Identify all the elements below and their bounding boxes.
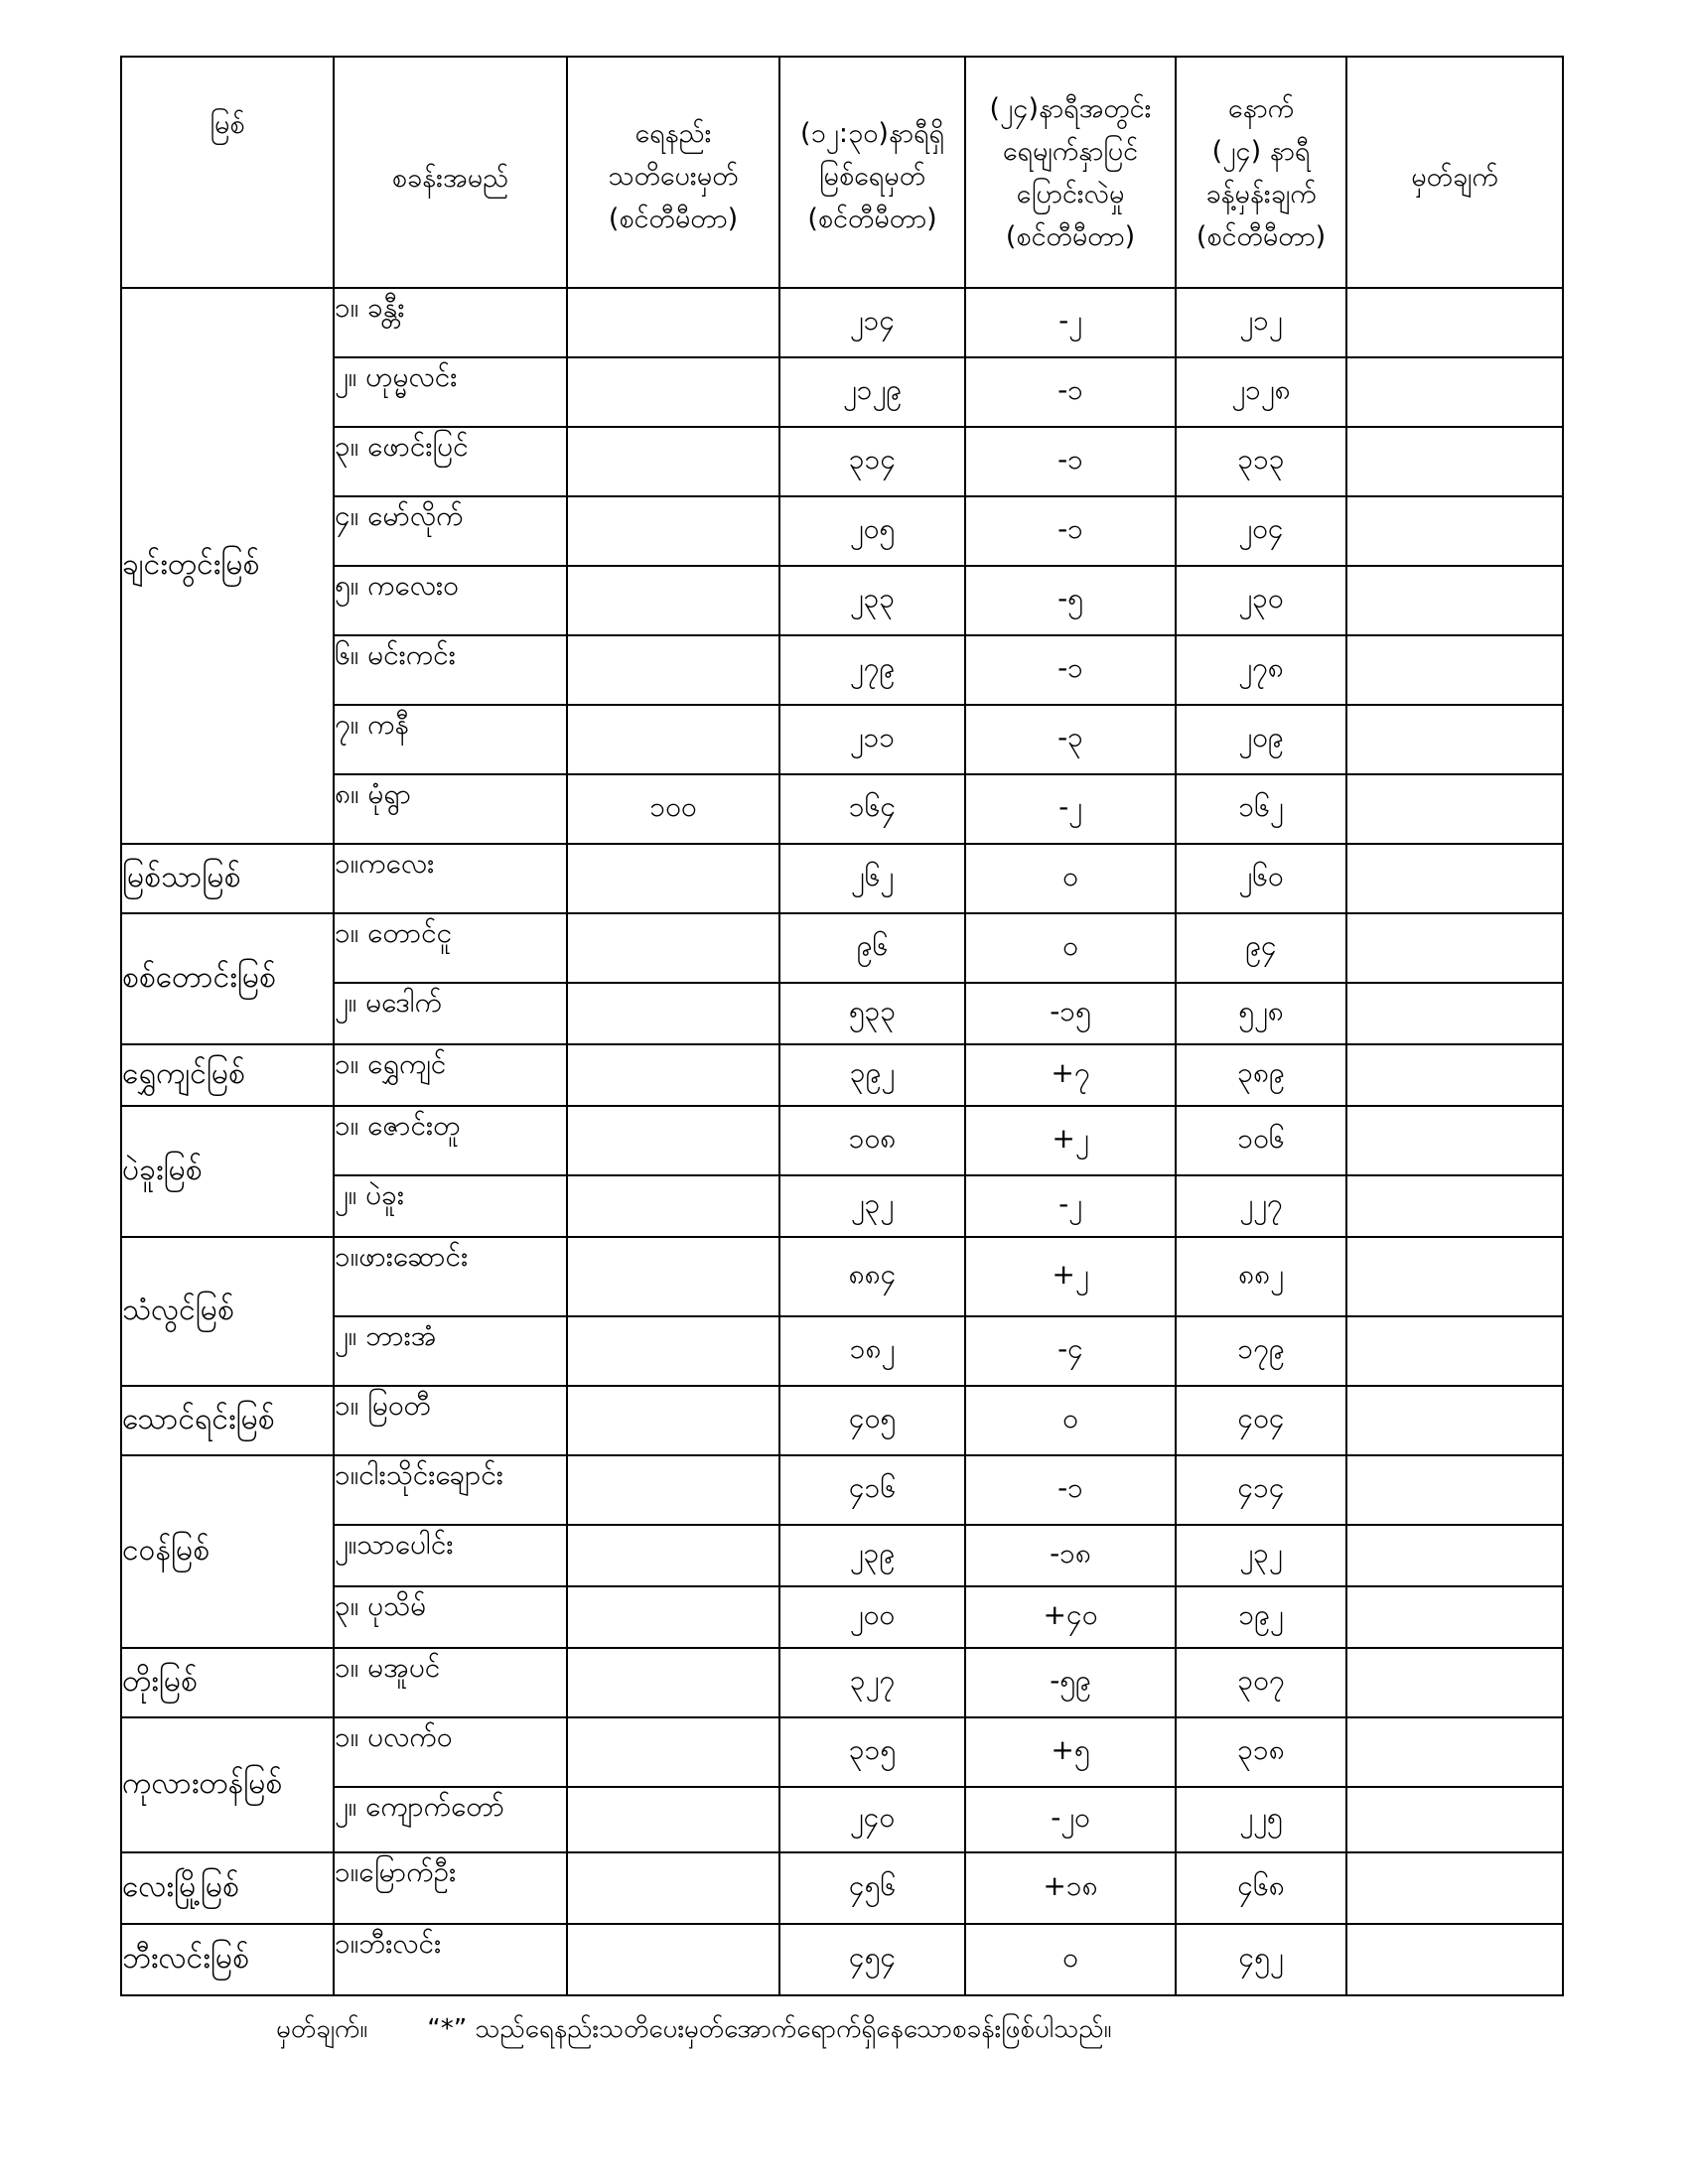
- change-value: -၅: [965, 566, 1176, 635]
- forecast-value: ၂၂၇: [1176, 1175, 1346, 1237]
- station-name: ၁။ မအူပင်: [334, 1648, 567, 1717]
- remark-value: [1346, 1044, 1563, 1106]
- station-name: ၁။ဘီးလင်း: [334, 1924, 567, 1995]
- warning-level-value: [567, 1316, 779, 1386]
- remark-value: [1346, 566, 1563, 635]
- river-name: ချင်းတွင်းမြစ်: [121, 288, 334, 844]
- table-row: [121, 705, 1563, 774]
- station-name: ၂။ မဒေါက်: [334, 983, 567, 1044]
- table-row: [121, 1586, 1563, 1648]
- remark-value: [1346, 1175, 1563, 1237]
- river-name: ဘီးလင်းမြစ်: [121, 1924, 334, 1995]
- water-level-value: ၂၃၃: [779, 566, 965, 635]
- station-name: ၅။ ကလေးဝ: [334, 566, 567, 635]
- remark-value: [1346, 1648, 1563, 1717]
- warning-level-value: [567, 1586, 779, 1648]
- water-level-value: ၃၁၅: [779, 1717, 965, 1787]
- change-value: +၄၀: [965, 1586, 1176, 1648]
- remark-value: [1346, 1455, 1563, 1525]
- station-name: ၂။ ပဲခူး: [334, 1175, 567, 1237]
- warning-level-value: [567, 1044, 779, 1106]
- water-level-value: ၂၀၀: [779, 1586, 965, 1648]
- warning-level-value: [567, 1175, 779, 1237]
- change-value: -၁: [965, 635, 1176, 705]
- change-value: +၇: [965, 1044, 1176, 1106]
- station-name: ၁။ဖားဆောင်း: [334, 1237, 567, 1316]
- table-row: [121, 844, 1563, 913]
- river-name: ရွှေကျင်မြစ်: [121, 1044, 334, 1106]
- forecast-value: ၃၈၉: [1176, 1044, 1346, 1106]
- change-value: -၁: [965, 357, 1176, 427]
- water-level-value: ၂၁၁: [779, 705, 965, 774]
- water-level-value: ၁၈၂: [779, 1316, 965, 1386]
- warning-level-value: [567, 1787, 779, 1852]
- forecast-value: ၂၂၅: [1176, 1787, 1346, 1852]
- change-value: -၃: [965, 705, 1176, 774]
- river-name: လေးမြို့မြစ်: [121, 1852, 334, 1924]
- water-level-value: ၂၃၉: [779, 1525, 965, 1586]
- station-name: ၂။သာပေါင်း: [334, 1525, 567, 1586]
- change-value: -၂၀: [965, 1787, 1176, 1852]
- table-row: [121, 1924, 1563, 1995]
- station-name: ၇။ ကနီ: [334, 705, 567, 774]
- station-name: ၁။ငါးသိုင်းချောင်း: [334, 1455, 567, 1525]
- remark-value: [1346, 1787, 1563, 1852]
- station-name: ၁။ကလေး: [334, 844, 567, 913]
- header-remark: မှတ်ချက်: [1346, 57, 1563, 288]
- water-level-value: ၃၉၂: [779, 1044, 965, 1106]
- forecast-value: ၃၁၃: [1176, 427, 1346, 496]
- water-level-value: ၂၃၂: [779, 1175, 965, 1237]
- table-row: [121, 496, 1563, 566]
- warning-level-value: [567, 1525, 779, 1586]
- station-name: ၄။ မော်လိုက်: [334, 496, 567, 566]
- header-warning-level: ရေနည်း သတိပေးမှတ် (စင်တီမီတာ): [567, 57, 779, 288]
- warning-level-value: [567, 1386, 779, 1455]
- forecast-value: ၃၁၈: [1176, 1717, 1346, 1787]
- table-row: [121, 983, 1563, 1044]
- forecast-value: ၉၄: [1176, 913, 1346, 983]
- remark-value: [1346, 1106, 1563, 1175]
- document-page: [120, 56, 1564, 1996]
- river-name: ငဝန်မြစ်: [121, 1455, 334, 1648]
- remark-value: [1346, 427, 1563, 496]
- header-station: စခန်းအမည်: [334, 57, 567, 288]
- forecast-value: ၂၃၂: [1176, 1525, 1346, 1586]
- station-name: ၃။ ဖောင်းပြင်: [334, 427, 567, 496]
- remark-value: [1346, 1924, 1563, 1995]
- footnote: [276, 2011, 1111, 2050]
- station-name: ၂။ ဟုမ္မလင်း: [334, 357, 567, 427]
- forecast-value: ၁၉၂: [1176, 1586, 1346, 1648]
- table-row: [121, 635, 1563, 705]
- warning-level-value: [567, 1455, 779, 1525]
- footnote-text: “*” သည်ရေနည်းသတိပေးမှတ်အောက်ရောက်ရှိနေသောစခန်းဖြစ်ပါသည်။: [427, 2014, 1112, 2044]
- station-name: ၁။မြောက်ဦး: [334, 1852, 567, 1924]
- water-level-value: ၃၁၄: [779, 427, 965, 496]
- table-row: [121, 1525, 1563, 1586]
- warning-level-value: ၁၀၀: [567, 774, 779, 844]
- station-name: ၁။ ခန္တီး: [334, 288, 567, 357]
- water-level-value: ၂၆၂: [779, 844, 965, 913]
- water-level-value: ၄၅၆: [779, 1852, 965, 1924]
- water-level-value: ၄၅၄: [779, 1924, 965, 1995]
- water-level-value: ၃၂၇: [779, 1648, 965, 1717]
- remark-value: [1346, 1852, 1563, 1924]
- remark-value: [1346, 1717, 1563, 1787]
- forecast-value: ၃၀၇: [1176, 1648, 1346, 1717]
- forecast-value: ၈၈၂: [1176, 1237, 1346, 1316]
- river-name: မြစ်သာမြစ်: [121, 844, 334, 913]
- table-row: [121, 1106, 1563, 1175]
- forecast-value: ၂၇၈: [1176, 635, 1346, 705]
- forecast-value: ၅၂၈: [1176, 983, 1346, 1044]
- warning-level-value: [567, 913, 779, 983]
- water-level-value: ၂၄၀: [779, 1787, 965, 1852]
- header-water-level: (၁၂:၃၀)နာရီရှိ မြစ်ရေမှတ် (စင်တီမီတာ): [779, 57, 965, 288]
- river-name: စစ်တောင်းမြစ်: [121, 913, 334, 1044]
- forecast-value: ၂၁၂၈: [1176, 357, 1346, 427]
- header-24h-change: (၂၄)နာရီအတွင်း ရေမျက်နှာပြင် ပြောင်းလဲမှု (စင်တီမီတာ): [965, 57, 1176, 288]
- water-level-value: ၂၁၄: [779, 288, 965, 357]
- forecast-value: ၁၇၉: [1176, 1316, 1346, 1386]
- change-value: +၁၈: [965, 1852, 1176, 1924]
- warning-level-value: [567, 705, 779, 774]
- water-level-value: ၂၇၉: [779, 635, 965, 705]
- remark-value: [1346, 1386, 1563, 1455]
- station-name: ၃။ ပုသိမ်: [334, 1586, 567, 1648]
- remark-value: [1346, 357, 1563, 427]
- header-forecast: နောက် (၂၄) နာရီ ခန့်မှန်းချက် (စင်တီမီတာ): [1176, 57, 1346, 288]
- river-name: သောင်ရင်းမြစ်: [121, 1386, 334, 1455]
- river-name: ကုလားတန်မြစ်: [121, 1717, 334, 1852]
- forecast-value: ၄၅၂: [1176, 1924, 1346, 1995]
- table-row: [121, 1787, 1563, 1852]
- forecast-value: ၁၆၂: [1176, 774, 1346, 844]
- table-row: [121, 1175, 1563, 1237]
- change-value: -၁၅: [965, 983, 1176, 1044]
- table-row: [121, 427, 1563, 496]
- table-row: [121, 1648, 1563, 1717]
- remark-value: [1346, 774, 1563, 844]
- change-value: -၁၈: [965, 1525, 1176, 1586]
- table-row: [121, 1455, 1563, 1525]
- change-value: +၂: [965, 1106, 1176, 1175]
- table-row: [121, 566, 1563, 635]
- change-value: -၂: [965, 288, 1176, 357]
- forecast-value: ၄၁၄: [1176, 1455, 1346, 1525]
- change-value: +၂: [965, 1237, 1176, 1316]
- change-value: ၀: [965, 913, 1176, 983]
- warning-level-value: [567, 983, 779, 1044]
- forecast-value: ၂၆၀: [1176, 844, 1346, 913]
- forecast-value: ၁၀၆: [1176, 1106, 1346, 1175]
- remark-value: [1346, 1316, 1563, 1386]
- change-value: -၂: [965, 1175, 1176, 1237]
- water-level-value: ၁၀၈: [779, 1106, 965, 1175]
- station-name: ၁။ ရွှေကျင်: [334, 1044, 567, 1106]
- forecast-value: ၂၁၂: [1176, 288, 1346, 357]
- footnote-label: မှတ်ချက်။: [276, 2014, 368, 2044]
- remark-value: [1346, 1237, 1563, 1316]
- table-row: [121, 1237, 1563, 1316]
- change-value: -၂: [965, 774, 1176, 844]
- warning-level-value: [567, 844, 779, 913]
- table-row: [121, 774, 1563, 844]
- table-row: [121, 1044, 1563, 1106]
- remark-value: [1346, 635, 1563, 705]
- change-value: ၀: [965, 844, 1176, 913]
- warning-level-value: [567, 1924, 779, 1995]
- header-river: မြစ်: [121, 57, 334, 288]
- remark-value: [1346, 288, 1563, 357]
- change-value: -၁: [965, 496, 1176, 566]
- water-level-value: ၅၃၃: [779, 983, 965, 1044]
- river-name: တိုးမြစ်: [121, 1648, 334, 1717]
- remark-value: [1346, 1586, 1563, 1648]
- warning-level-value: [567, 1717, 779, 1787]
- change-value: +၅: [965, 1717, 1176, 1787]
- water-level-value: ၈၈၄: [779, 1237, 965, 1316]
- warning-level-value: [567, 1237, 779, 1316]
- water-level-value: ၂၀၅: [779, 496, 965, 566]
- change-value: ၀: [965, 1386, 1176, 1455]
- table-row: [121, 1852, 1563, 1924]
- warning-level-value: [567, 635, 779, 705]
- warning-level-value: [567, 1852, 779, 1924]
- table-row: [121, 288, 1563, 357]
- change-value: ၀: [965, 1924, 1176, 1995]
- forecast-value: ၂၀၉: [1176, 705, 1346, 774]
- header-row: [121, 57, 1563, 288]
- change-value: -၁: [965, 427, 1176, 496]
- warning-level-value: [567, 427, 779, 496]
- water-level-value: ၄၁၆: [779, 1455, 965, 1525]
- change-value: -၁: [965, 1455, 1176, 1525]
- table-row: [121, 1717, 1563, 1787]
- table-row: [121, 913, 1563, 983]
- water-level-value: ၁၆၄: [779, 774, 965, 844]
- remark-value: [1346, 1525, 1563, 1586]
- forecast-value: ၂၃၀: [1176, 566, 1346, 635]
- table-row: [121, 357, 1563, 427]
- remark-value: [1346, 844, 1563, 913]
- table-body: [121, 288, 1563, 1995]
- station-name: ၁။ ဇောင်းတူ: [334, 1106, 567, 1175]
- remark-value: [1346, 496, 1563, 566]
- station-name: ၁။ ပလက်ဝ: [334, 1717, 567, 1787]
- warning-level-value: [567, 357, 779, 427]
- river-name: ပဲခူးမြစ်: [121, 1106, 334, 1237]
- station-name: ၆။ မင်းကင်း: [334, 635, 567, 705]
- warning-level-value: [567, 566, 779, 635]
- change-value: -၄: [965, 1316, 1176, 1386]
- warning-level-value: [567, 496, 779, 566]
- station-name: ၁။ မြဝတီ: [334, 1386, 567, 1455]
- water-level-value: ၄၀၅: [779, 1386, 965, 1455]
- station-name: ၈။ မုံရွာ: [334, 774, 567, 844]
- forecast-value: ၄၀၄: [1176, 1386, 1346, 1455]
- river-water-level-table: [120, 56, 1564, 1996]
- change-value: -၅၉: [965, 1648, 1176, 1717]
- river-name: သံလွင်မြစ်: [121, 1237, 334, 1386]
- station-name: ၁။ တောင်ငူ: [334, 913, 567, 983]
- remark-value: [1346, 983, 1563, 1044]
- warning-level-value: [567, 288, 779, 357]
- forecast-value: ၂၀၄: [1176, 496, 1346, 566]
- remark-value: [1346, 705, 1563, 774]
- table-row: [121, 1386, 1563, 1455]
- water-level-value: ၉၆: [779, 913, 965, 983]
- station-name: ၂။ ဘားအံ: [334, 1316, 567, 1386]
- forecast-value: ၄၆၈: [1176, 1852, 1346, 1924]
- warning-level-value: [567, 1106, 779, 1175]
- table-row: [121, 1316, 1563, 1386]
- warning-level-value: [567, 1648, 779, 1717]
- station-name: ၂။ ကျောက်တော်: [334, 1787, 567, 1852]
- remark-value: [1346, 913, 1563, 983]
- water-level-value: ၂၁၂၉: [779, 357, 965, 427]
